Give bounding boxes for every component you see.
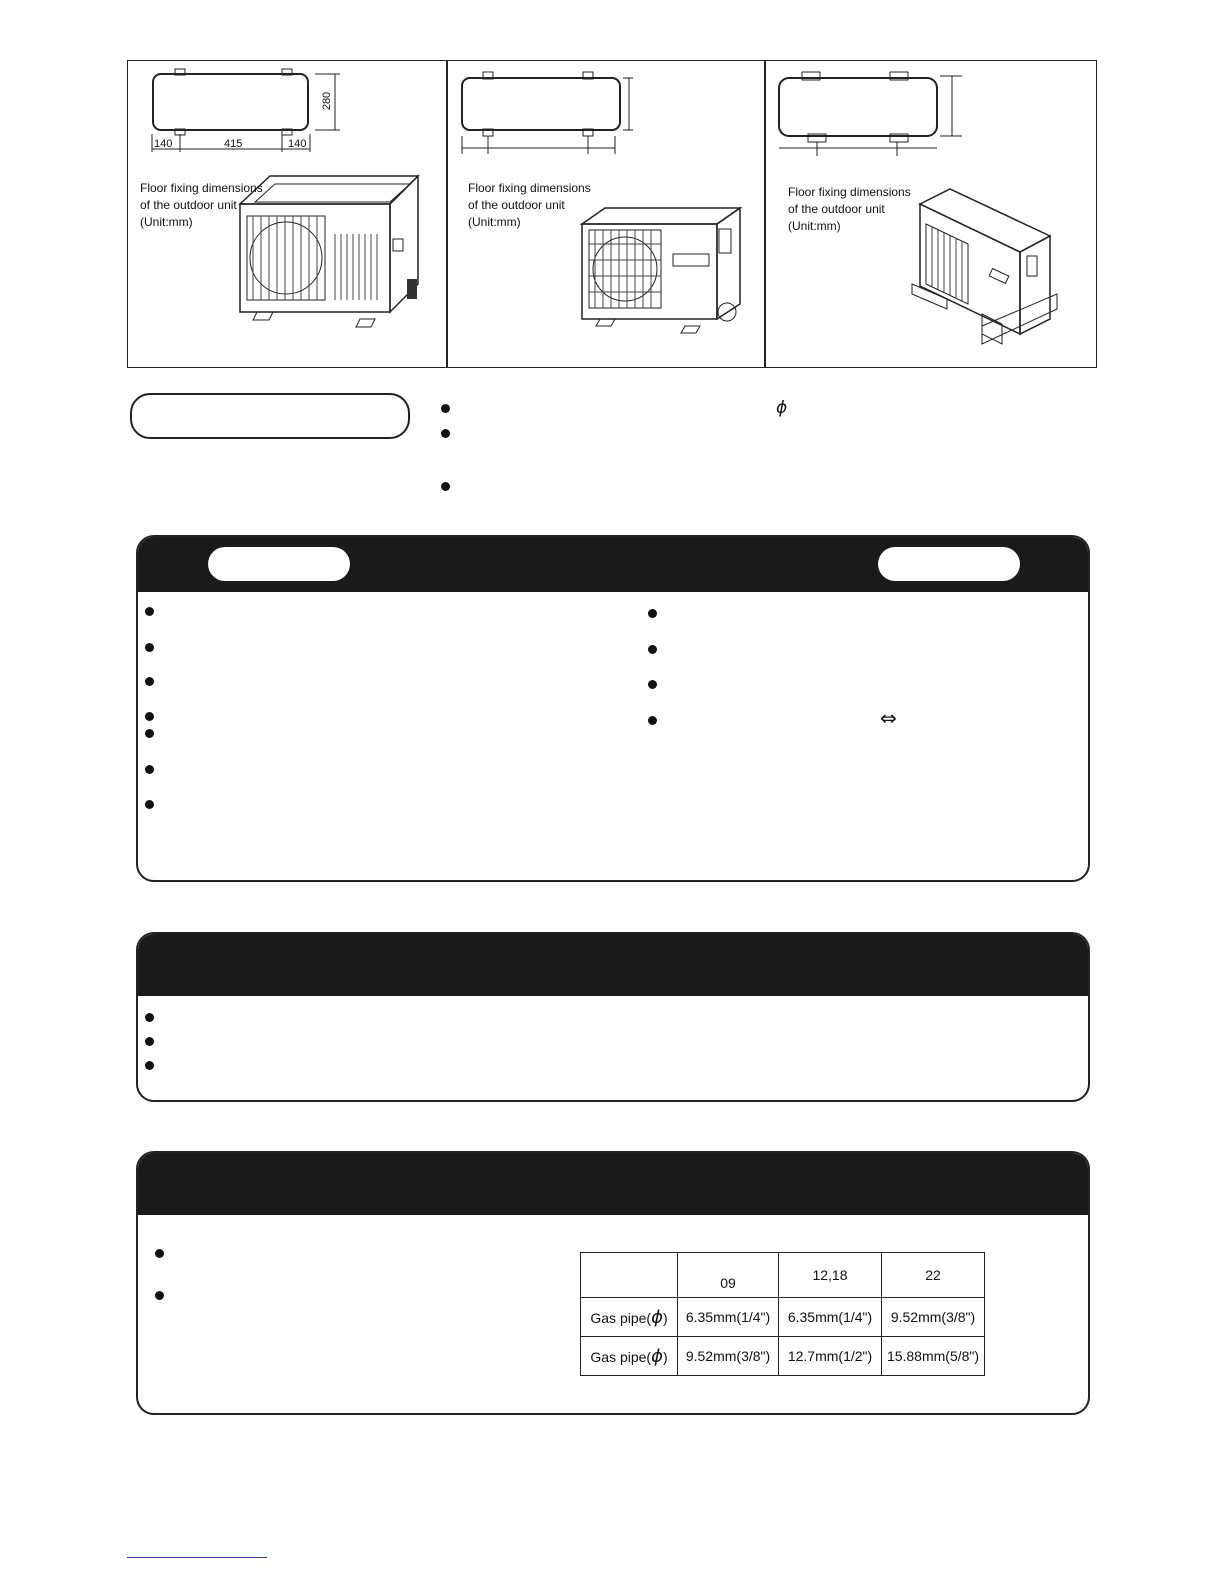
table-row-label: Gas pipe(ϕ)	[581, 1298, 678, 1337]
phi-icon: ϕ	[651, 1306, 663, 1328]
bullet	[648, 609, 657, 618]
bullet	[441, 429, 450, 438]
footer-link-underline[interactable]	[127, 1557, 267, 1558]
table-header-cell	[581, 1253, 678, 1298]
header-pill-right	[878, 547, 1020, 581]
bullet	[648, 716, 657, 725]
bullet	[648, 645, 657, 654]
bullet	[145, 765, 154, 774]
section-header	[138, 1153, 1088, 1215]
table-cell: 6.35mm(1/4")	[779, 1298, 882, 1337]
dim-left: 140	[154, 138, 173, 150]
table-row	[581, 1337, 985, 1376]
bullet	[145, 607, 154, 616]
dim-right: 140	[288, 138, 307, 150]
phi-icon: ϕ	[776, 398, 788, 418]
table-cell: 15.88mm(5/8")	[882, 1337, 985, 1376]
header-pill-left	[208, 547, 350, 581]
phi-icon: ϕ	[651, 1345, 663, 1367]
pipe-size-table	[580, 1252, 985, 1376]
notes-label-pill	[130, 393, 410, 439]
dim-middle: 415	[224, 138, 243, 150]
figure-caption-3: Floor fixing dimensions of the outdoor unit (Unit:mm)	[788, 185, 911, 233]
bullet	[441, 404, 450, 413]
table-header-row	[581, 1253, 985, 1298]
bullet	[145, 1061, 154, 1070]
figure-caption-2: Floor fixing dimensions of the outdoor unit (Unit:mm)	[468, 181, 591, 229]
section-box-2	[136, 932, 1090, 1102]
bullet	[155, 1249, 164, 1258]
section-box-1	[136, 535, 1090, 882]
table-header-cell: 12,18	[779, 1253, 882, 1298]
double-arrow-icon: ⇔	[880, 706, 897, 730]
bullet	[648, 680, 657, 689]
dim-height: 280	[321, 91, 334, 111]
bullet	[145, 800, 154, 809]
bullet	[145, 1013, 154, 1022]
panel-divider	[764, 60, 766, 368]
table-row	[581, 1298, 985, 1337]
table-header-cell: 09	[678, 1253, 779, 1298]
table-header-cell: 22	[882, 1253, 985, 1298]
table-row-label: Gas pipe(ϕ)	[581, 1337, 678, 1376]
table-cell: 6.35mm(1/4")	[678, 1298, 779, 1337]
table-cell: 9.52mm(3/8")	[882, 1298, 985, 1337]
bullet	[441, 482, 450, 491]
panel-divider	[446, 60, 448, 368]
bullet	[145, 729, 154, 738]
table-cell: 12.7mm(1/2")	[779, 1337, 882, 1376]
bullet	[145, 1037, 154, 1046]
bullet	[145, 643, 154, 652]
figure-caption-1: Floor fixing dimensions of the outdoor unit (Unit:mm)	[140, 181, 263, 229]
section-header	[138, 934, 1088, 996]
bullet	[145, 712, 154, 721]
bullet	[155, 1291, 164, 1300]
bullet	[145, 677, 154, 686]
table-cell: 9.52mm(3/8")	[678, 1337, 779, 1376]
